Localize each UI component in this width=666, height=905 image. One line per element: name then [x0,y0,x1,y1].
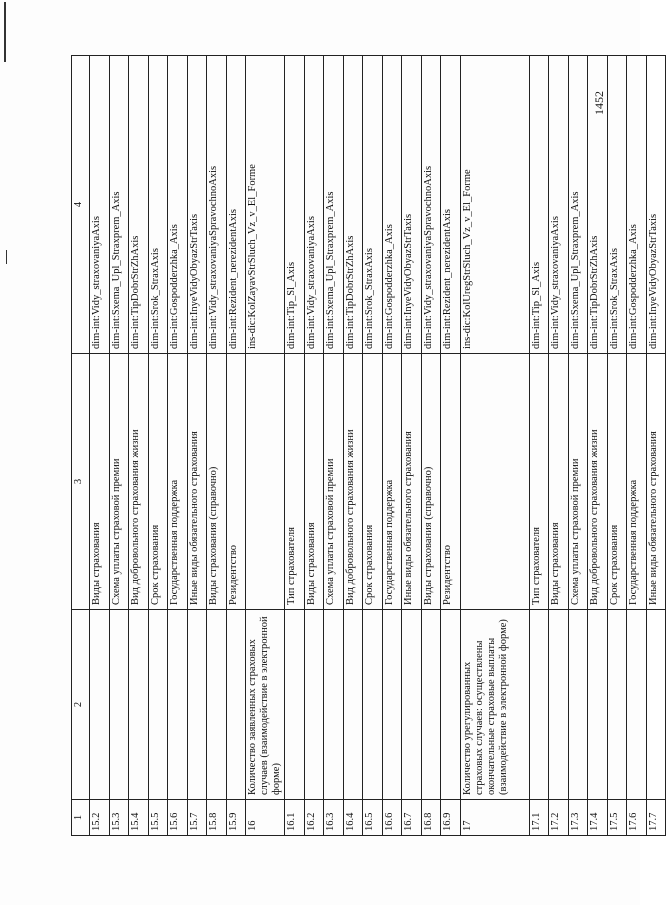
row-number: 16.9 [441,800,461,836]
dimension-name: Иные виды обязательного страхования [646,354,666,610]
indicator-name [421,610,441,800]
indicator-name [568,610,588,800]
dimension-name: Срок страхования [148,354,168,610]
row-number: 15.9 [226,800,246,836]
table-row [441,56,461,836]
indicator-name [304,610,324,800]
row-number: 15.5 [148,800,168,836]
row-number: 15.6 [168,800,188,836]
row-number: 16 [246,800,285,836]
table-row [304,56,324,836]
taxonomy-code: dim-int:TipDobrStrZhAxis [343,56,363,354]
dimension-name: Иные виды обязательного страхования [187,354,207,610]
row-number: 15.8 [207,800,227,836]
dimension-name [460,354,529,610]
row-number: 17.2 [549,800,569,836]
indicator-name [109,610,129,800]
table-row [109,56,129,836]
taxonomy-code: dim-int:Sxema_Upl_Straxprem_Axis [109,56,129,354]
row-number: 17.5 [607,800,627,836]
indicator-name [627,610,647,800]
taxonomy-code: dim-int:Tip_Sl_Axis [529,56,549,354]
table-row [382,56,402,836]
indicator-name: Количество заявленных страховых случаев (взаимодействие в электронной форме) [246,610,285,800]
table-row [285,56,305,836]
table-row [226,56,246,836]
taxonomy-code: dim-int:Srok_StraxAxis [607,56,627,354]
taxonomy-code: dim-int:Srok_StraxAxis [148,56,168,354]
table-row [607,56,627,836]
indicator-name [343,610,363,800]
indicator-name [402,610,422,800]
dimension-name: Виды страхования [90,354,110,610]
indicator-name [549,610,569,800]
row-number: 17.7 [646,800,666,836]
table-row [207,56,227,836]
taxonomy-code: dim-int:Gospodderzhka_Axis [382,56,402,354]
taxonomy-code: dim-int:InyeVidyObyazStrTaxis [646,56,666,354]
table-row [129,56,149,836]
table-row [627,56,647,836]
dimension-name: Иные виды обязательного страхования [402,354,422,610]
table-row [529,56,549,836]
row-number: 17.4 [588,800,608,836]
dimension-name: Срок страхования [363,354,383,610]
dimension-name: Схема уплаты страховой премии [568,354,588,610]
dimension-name: Виды страхования [549,354,569,610]
taxonomy-code: dim-int:Vidy_straxovaniyaAxis [90,56,110,354]
indicator-name [363,610,383,800]
column-header: 2 [72,610,90,800]
column-header: 1 [72,800,90,836]
indicator-name [646,610,666,800]
scan-margin-mark [6,250,7,264]
taxonomy-code: dim-int:Srok_StraxAxis [363,56,383,354]
indicator-name [129,610,149,800]
dimension-name: Тип страхователя [285,354,305,610]
indicator-name [607,610,627,800]
row-number: 16.7 [402,800,422,836]
indicator-name [148,610,168,800]
scan-margin-mark [4,2,6,62]
taxonomy-code: dim-int:Gospodderzhka_Axis [627,56,647,354]
indicator-name [207,610,227,800]
taxonomy-code: ins-dic:KolUregStrSluch_Vz_v_El_Forme [460,56,529,354]
dimension-name: Виды страхования (справочно) [421,354,441,610]
row-number: 15.3 [109,800,129,836]
table-row [402,56,422,836]
indicator-name [588,610,608,800]
dimension-name: Тип страхователя [529,354,549,610]
taxonomy-code: dim-int:Rezident_nerezidentAxis [441,56,461,354]
taxonomy-code: dim-int:Sxema_Upl_Straxprem_Axis [324,56,344,354]
row-number: 16.3 [324,800,344,836]
indicator-name [168,610,188,800]
indicator-name [441,610,461,800]
table-row [460,56,529,836]
dimension-name: Государственная поддержка [168,354,188,610]
table-row [324,56,344,836]
table-header-row [72,56,90,836]
table-row [148,56,168,836]
row-number: 16.5 [363,800,383,836]
dimension-name [246,354,285,610]
indicator-name [90,610,110,800]
taxonomy-code: dim-int:Vidy_straxovaniyaAxis [549,56,569,354]
row-number: 16.6 [382,800,402,836]
taxonomy-code: dim-int:Vidy_straxovaniyaSpravochnoAxis [207,56,227,354]
row-number: 16.8 [421,800,441,836]
dimension-name: Виды страхования (справочно) [207,354,227,610]
indicator-name [382,610,402,800]
indicator-name [529,610,549,800]
row-number: 16.1 [285,800,305,836]
row-number: 16.4 [343,800,363,836]
dimension-name: Схема уплаты страховой премии [109,354,129,610]
row-number: 15.7 [187,800,207,836]
taxonomy-code: ins-dic:KolZayavStrSluch_Vz_v_El_Forme [246,56,285,354]
dimension-name: Вид добровольного страхования жизни [129,354,149,610]
row-number: 17.6 [627,800,647,836]
dimension-name: Срок страхования [607,354,627,610]
table-row [646,56,666,836]
table-row [421,56,441,836]
table-row [168,56,188,836]
dimension-name: Схема уплаты страховой премии [324,354,344,610]
taxonomy-code: dim-int:TipDobrStrZhAxis [588,56,608,354]
table-row [246,56,285,836]
dimension-name: Вид добровольного страхования жизни [343,354,363,610]
taxonomy-code: dim-int:Vidy_straxovaniyaAxis [304,56,324,354]
taxonomy-code: dim-int:Rezident_nerezidentAxis [226,56,246,354]
row-number: 17.1 [529,800,549,836]
dimension-name: Резидентство [441,354,461,610]
indicator-name [226,610,246,800]
classification-table [71,55,666,836]
row-number: 17 [460,800,529,836]
table-row [187,56,207,836]
table-row [588,56,608,836]
table-row [343,56,363,836]
indicator-name [285,610,305,800]
dimension-name: Виды страхования [304,354,324,610]
taxonomy-code: dim-int:Vidy_straxovaniyaSpravochnoAxis [421,56,441,354]
table-row [363,56,383,836]
indicator-name [324,610,344,800]
column-header: 4 [72,56,90,354]
taxonomy-code: dim-int:Gospodderzhka_Axis [168,56,188,354]
table-body [90,56,666,836]
row-number: 16.2 [304,800,324,836]
table-row [549,56,569,836]
row-number: 15.2 [90,800,110,836]
indicator-name [187,610,207,800]
taxonomy-code: dim-int:InyeVidyObyazStrTaxis [187,56,207,354]
table-row [90,56,110,836]
page-number: 1452 [592,91,606,115]
row-number: 15.4 [129,800,149,836]
taxonomy-code: dim-int:Sxema_Upl_Straxprem_Axis [568,56,588,354]
table-row [568,56,588,836]
taxonomy-code: dim-int:Tip_Sl_Axis [285,56,305,354]
dimension-name: Государственная поддержка [382,354,402,610]
row-number: 17.3 [568,800,588,836]
taxonomy-code: dim-int:TipDobrStrZhAxis [129,56,149,354]
indicator-name: Количество урегулированных страховых случаев: осуществлены окончательные страховые выплаты (взаимодействие в электронной форме) [460,610,529,800]
taxonomy-code: dim-int:InyeVidyObyazStrTaxis [402,56,422,354]
dimension-name: Государственная поддержка [627,354,647,610]
dimension-name: Вид добровольного страхования жизни [588,354,608,610]
column-header: 3 [72,354,90,610]
dimension-name: Резидентство [226,354,246,610]
